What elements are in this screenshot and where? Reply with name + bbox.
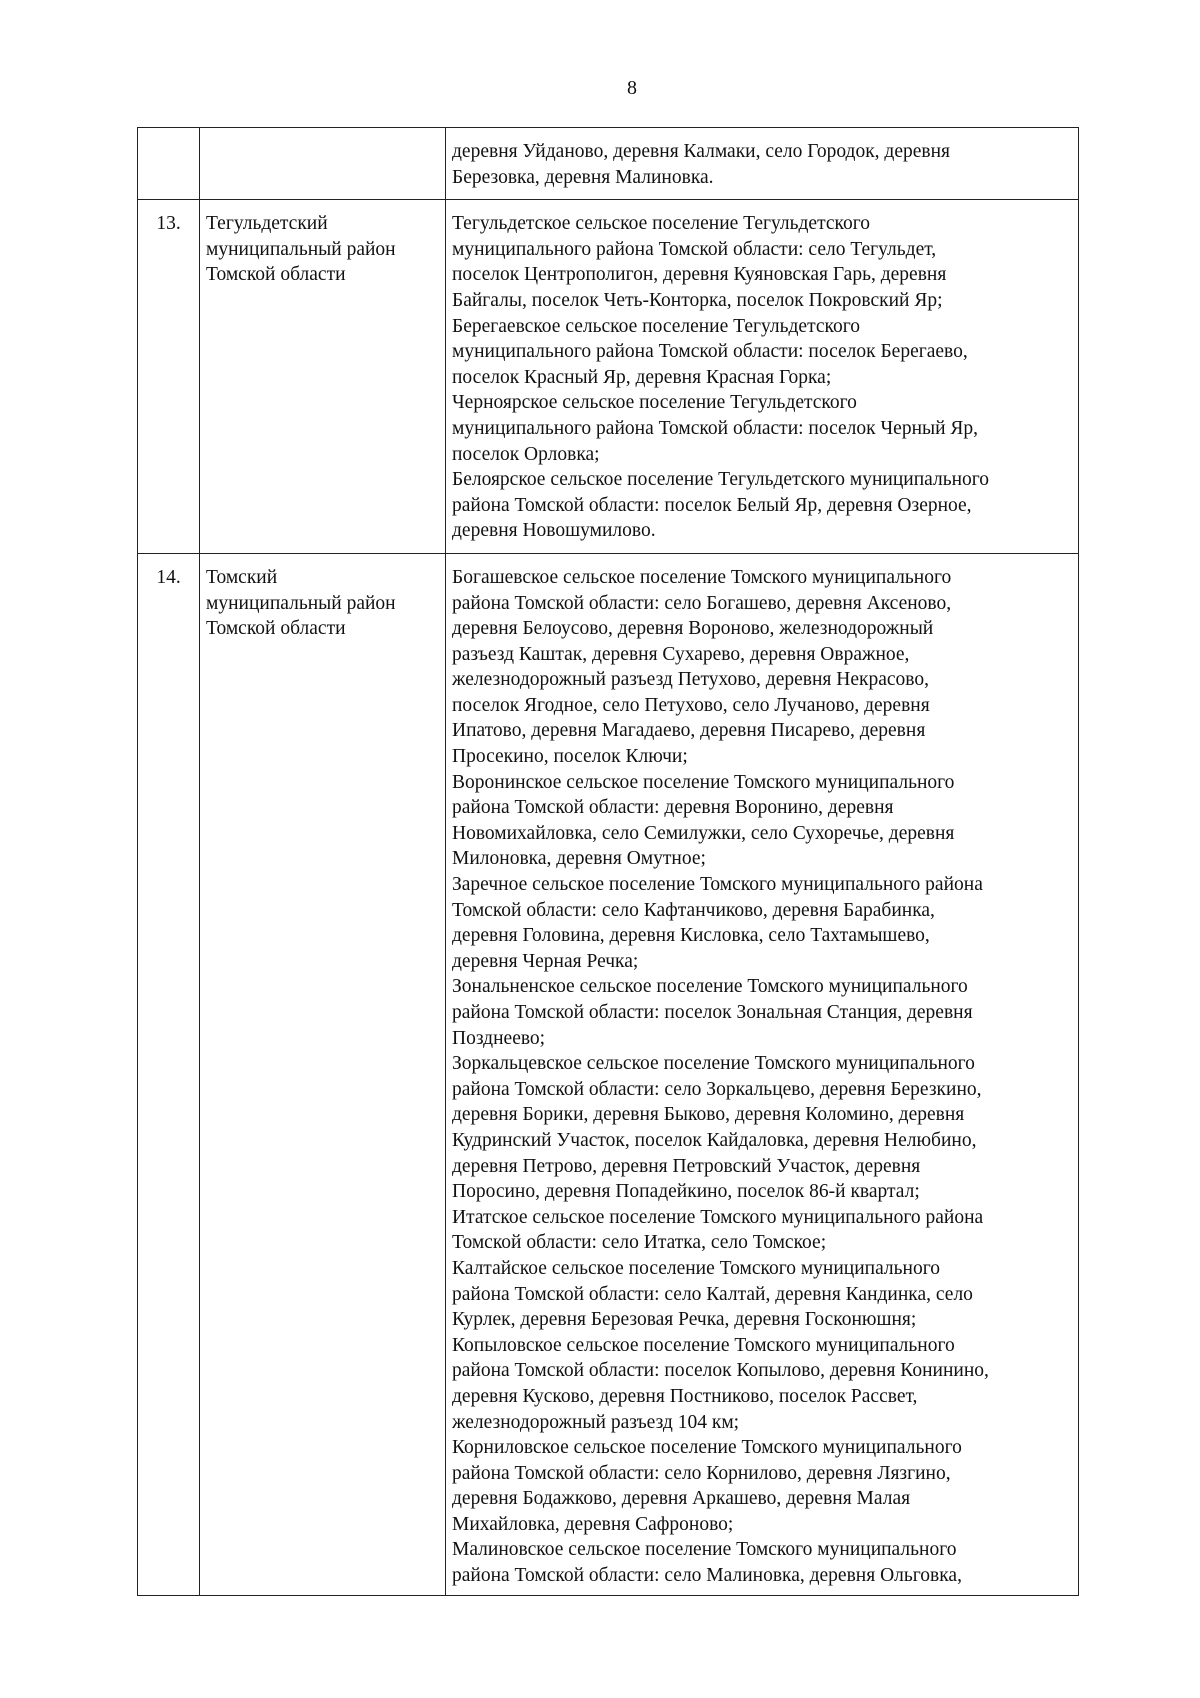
settlement-entry — [452, 872, 1074, 974]
text-line: Зоркальцевское сельское поселение Томского муниципального — [452, 1053, 975, 1075]
text-line: Малиновское сельское поселение Томского муниципального — [452, 1539, 957, 1561]
table-row — [138, 200, 1079, 554]
text-line: района Томской области: поселок Зональная Станция, деревня — [452, 1002, 973, 1023]
settlement-entry — [452, 974, 1074, 1051]
text-line: района Томской области: село Богашево, деревня Аксеново, — [452, 592, 952, 614]
text-line: района Томской области: село Калтай, деревня Кандинка, село — [452, 1283, 973, 1305]
row-number-cell — [138, 128, 200, 200]
settlement-entry — [452, 1051, 1074, 1205]
district-cell — [200, 553, 446, 1595]
settlements-table — [137, 127, 1079, 1596]
text-line: поселок Орловка; — [452, 443, 600, 465]
text-line: железнодорожный разъезд 104 км; — [452, 1411, 740, 1433]
district-name-line: Томской области — [206, 618, 346, 640]
settlement-entry — [452, 467, 1074, 544]
text-line: муниципального района Томской области: поселок Черный Яр, — [452, 417, 979, 439]
text-line: Копыловское сельское поселение Томского муниципального — [452, 1334, 955, 1356]
text-line: Березовка, деревня Малиновка. — [452, 166, 714, 188]
settlement-entry — [452, 565, 1074, 770]
text-line: поселок Центрополигон, деревня Куяновская Гарь, деревня — [452, 264, 947, 286]
text-line: Томской области: село Итатка, село Томское; — [452, 1232, 827, 1254]
text-line: Богашевское сельское поселение Томского муниципального — [452, 566, 952, 588]
text-line: деревня Петрово, деревня Петровский Участок, деревня — [452, 1155, 921, 1177]
district-cell — [200, 200, 446, 554]
text-line: Белоярское сельское поселение Тегульдетского муниципального — [452, 469, 990, 491]
text-line: Берегаевское сельское поселение Тегульдетского — [452, 315, 860, 337]
text-line: района Томской области: село Малиновка, деревня Ольговка, — [452, 1565, 962, 1587]
text-line: района Томской области: село Зоркальцево, деревня Березкино, — [452, 1078, 982, 1100]
settlements-cell — [446, 553, 1079, 1595]
row-number-cell: 13. — [138, 200, 200, 554]
settlement-entry — [452, 770, 1074, 872]
settlement-entry — [452, 390, 1074, 467]
row-number-cell: 14. — [138, 553, 200, 1595]
district-name-line: муниципальный район — [206, 592, 396, 614]
settlements-cell — [446, 200, 1079, 554]
text-line: деревня Головина, деревня Кисловка, село Тахтамышево, — [452, 925, 930, 947]
text-line: Курлек, деревня Березовая Речка, деревня Госконюшня; — [452, 1309, 917, 1331]
settlement-entry — [452, 1205, 1074, 1256]
text-line: Ипатово, деревня Магадаево, деревня Писарево, деревня — [452, 720, 926, 742]
page-number: 8 — [627, 77, 637, 99]
text-line: деревня Новошумилово. — [452, 520, 656, 542]
text-line: района Томской области: село Корнилово, деревня Лязгино, — [452, 1462, 951, 1484]
settlement-entry — [452, 1435, 1074, 1537]
text-line: муниципального района Томской области: село Тегульдет, — [452, 238, 937, 260]
text-line: Байгалы, поселок Четь-Конторка, поселок Покровский Яр; — [452, 289, 943, 311]
text-line: Зональненское сельское поселение Томского муниципального — [452, 976, 968, 998]
text-line: Новомихайловка, село Семилужки, село Сухоречье, деревня — [452, 822, 955, 844]
text-line: Итатское сельское поселение Томского муниципального района — [452, 1206, 984, 1228]
settlements-cell — [446, 128, 1079, 200]
text-line: Заречное сельское поселение Томского муниципального района — [452, 874, 983, 896]
text-line: деревня Черная Речка; — [452, 950, 639, 972]
text-line: муниципального района Томской области: поселок Берегаево, — [452, 341, 968, 363]
table-row — [138, 553, 1079, 1595]
district-name-line: Томский — [206, 566, 278, 588]
text-line: Томской области: село Кафтанчиково, деревня Барабинка, — [452, 899, 935, 921]
text-line: деревня Борики, деревня Быково, деревня Коломино, деревня — [452, 1104, 965, 1126]
text-line: Михайловка, деревня Сафроново; — [452, 1513, 734, 1535]
settlement-entry — [452, 139, 1074, 190]
district-name-line: Томской области — [206, 264, 346, 286]
settlement-entry — [452, 1256, 1074, 1333]
text-line: Черноярское сельское поселение Тегульдетского — [452, 392, 857, 414]
district-name-line: Тегульдетский — [206, 213, 328, 235]
text-line: деревня Кусково, деревня Постниково, поселок Рассвет, — [452, 1385, 918, 1407]
text-line: поселок Ягодное, село Петухово, село Лучаново, деревня — [452, 694, 930, 716]
settlement-entry — [452, 211, 1074, 313]
text-line: района Томской области: поселок Копылово, деревня Конинино, — [452, 1360, 989, 1382]
table-row — [138, 128, 1079, 200]
text-line: Просекино, поселок Ключи; — [452, 746, 688, 768]
text-line: Милоновка, деревня Омутное; — [452, 848, 706, 870]
text-line: Позднеево; — [452, 1027, 546, 1049]
text-line: Корниловское сельское поселение Томского муниципального — [452, 1437, 962, 1459]
text-line: Тегульдетское сельское поселение Тегульдетского — [452, 213, 870, 235]
settlement-entry — [452, 314, 1074, 391]
text-line: района Томской области: деревня Воронино, деревня — [452, 797, 894, 819]
text-line: Калтайское сельское поселение Томского муниципального — [452, 1257, 941, 1279]
settlement-entry — [452, 1333, 1074, 1435]
text-line: железнодорожный разъезд Петухово, деревня Некрасово, — [452, 669, 929, 691]
text-line: деревня Белоусово, деревня Вороново, железнодорожный — [452, 618, 934, 640]
district-cell — [200, 128, 446, 200]
text-line: Поросино, деревня Попадейкино, поселок 86-й квартал; — [452, 1181, 920, 1203]
text-line: района Томской области: поселок Белый Яр, деревня Озерное, — [452, 494, 972, 516]
text-line: деревня Уйданово, деревня Калмаки, село Городок, деревня — [452, 141, 951, 162]
text-line: деревня Бодажково, деревня Аркашево, деревня Малая — [452, 1488, 911, 1510]
text-line: Кудринский Участок, поселок Кайдаловка, деревня Нелюбино, — [452, 1129, 977, 1151]
settlement-entry — [452, 1537, 1074, 1588]
district-name-line: муниципальный район — [206, 238, 396, 260]
text-line: Воронинское сельское поселение Томского муниципального — [452, 771, 955, 793]
text-line: поселок Красный Яр, деревня Красная Горка; — [452, 366, 832, 388]
text-line: разъезд Каштак, деревня Сухарево, деревня Овражное, — [452, 643, 910, 665]
